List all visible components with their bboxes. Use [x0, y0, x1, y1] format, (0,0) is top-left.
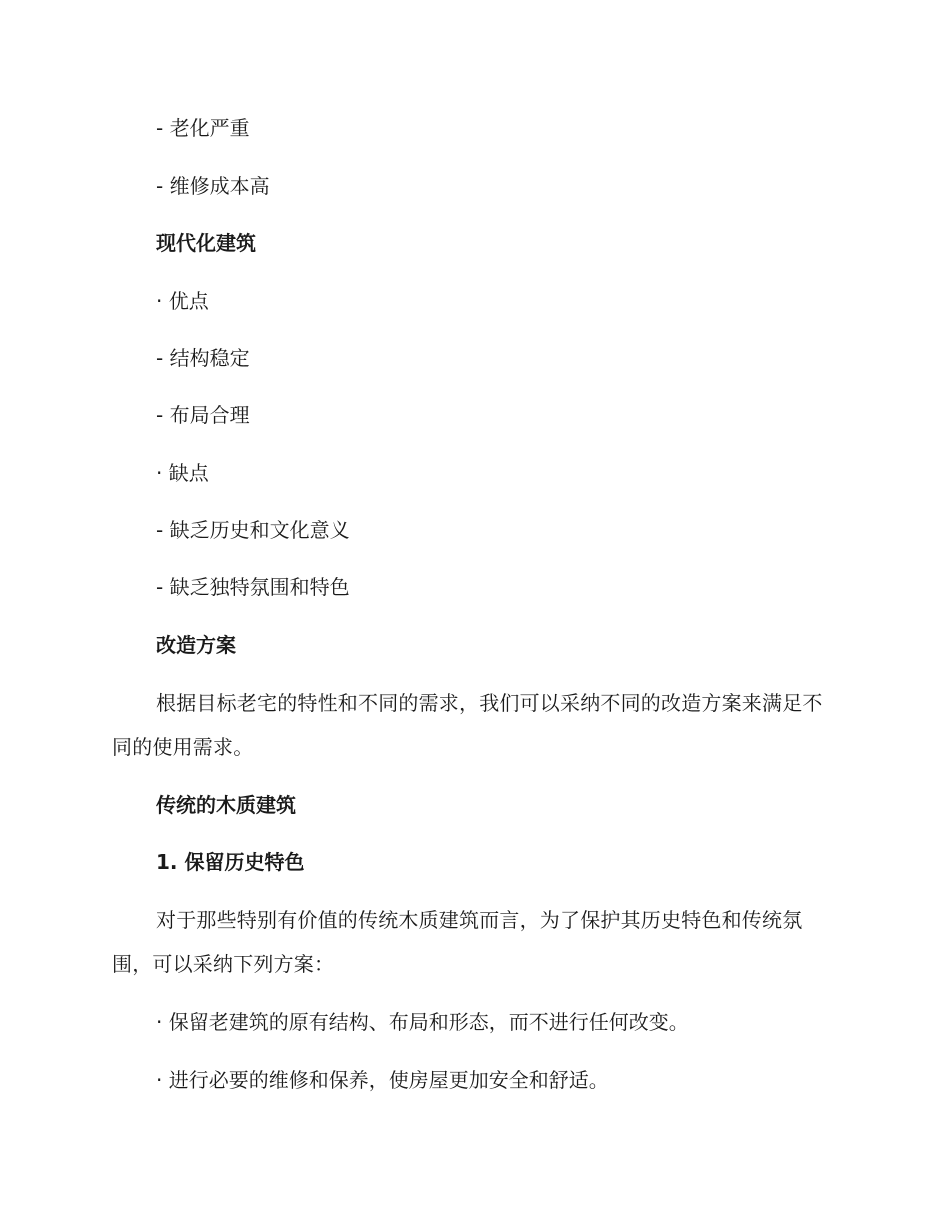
heading-preserve-history: 1. 保留历史特色 — [156, 850, 305, 874]
list-item-stable-structure: - 结构稳定 — [156, 346, 250, 370]
list-item-disadvantages: · 缺点 — [156, 461, 209, 485]
list-item-lack-atmosphere: - 缺乏独特氛围和特色 — [156, 575, 350, 599]
heading-renovation-plan: 改造方案 — [156, 633, 236, 657]
list-item-reasonable-layout: - 布局合理 — [156, 403, 250, 427]
heading-traditional-wood-building: 传统的木质建筑 — [156, 793, 296, 817]
list-item-maintenance: · 进行必要的维修和保养，使房屋更加安全和舒适。 — [156, 1068, 609, 1092]
list-item-maintenance-cost: - 维修成本高 — [156, 174, 270, 198]
list-item-advantages: · 优点 — [156, 289, 209, 313]
heading-modern-building: 现代化建筑 — [156, 231, 256, 255]
paragraph-preserve-intro: 对于那些特别有价值的传统木质建筑而言，为了保护其历史特色和传统氛围，可以采纳下列方案： — [112, 908, 803, 976]
list-item-lack-history: - 缺乏历史和文化意义 — [156, 518, 350, 542]
paragraph-renovation-intro: 根据目标老宅的特性和不同的需求，我们可以采纳不同的改造方案来满足不同的使用需求。 — [112, 691, 823, 759]
list-item-keep-structure: · 保留老建筑的原有结构、布局和形态，而不进行任何改变。 — [156, 1010, 689, 1034]
list-item-aging: - 老化严重 — [156, 116, 250, 140]
